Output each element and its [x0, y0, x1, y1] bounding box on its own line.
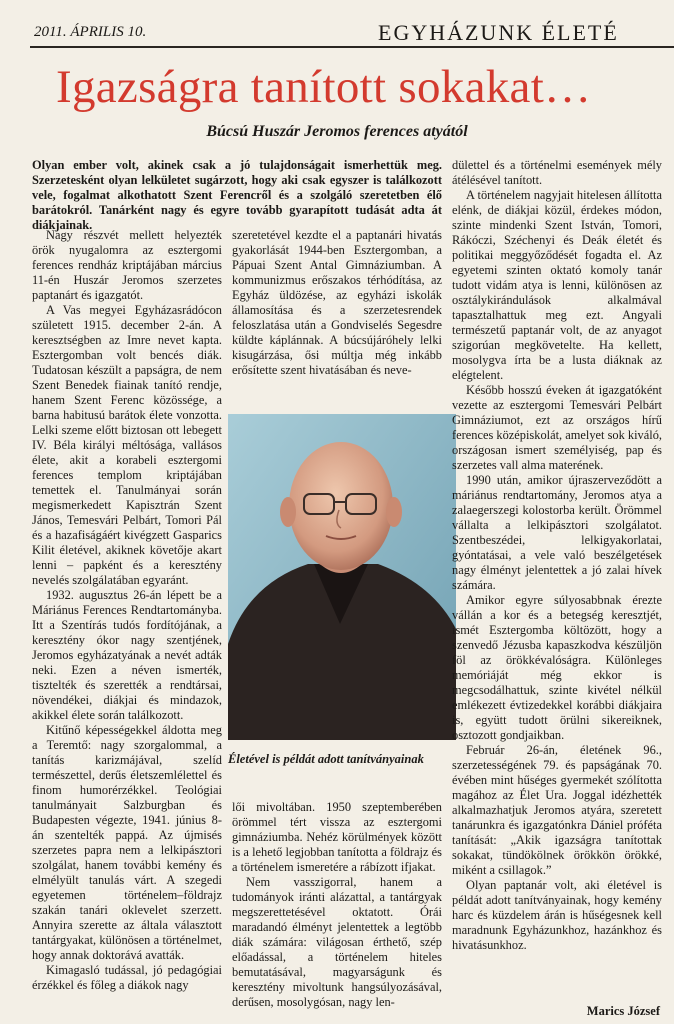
portrait-image: [228, 414, 456, 740]
paragraph: A történelem nagyjait hitelesen állította elénk, de diákjai közül, érdekes módon, szinte mindenki Szent István, Tomori, Rákóczi, Széchenyi és Deák életét és politikai meggyőződését fogadta el. Az egyetemi szinten oktató komoly tanár tudott vidám atya is lenni, különösen az osztálykirándulások alkalmával tapasztalhattuk meg ezt. Angyali természetű paptanár volt, de az anyagot szigorúan megkövetelte. Ha kellett, mosolygva írta be a lusta diáknak az elégtelent.: [452, 188, 662, 382]
paragraph: szeretetével kezdte el a paptanári hivatás gyakorlását 1944-ben Esztergomban, a Pápuai Szent Antal Gimnáziumban. A kommunizmus erőszakos térhódítása, az Egyház üldözése, az egyházi iskolák államosítása és a szerzetesrendek feloszlatása után a Gondviselés Segesdre küldte káplánnak. A búcsújáróhely lelki kisugárzása, ősi múltja még inkább erősítette szent hivatásában és neve-: [232, 228, 442, 377]
paragraph: Február 26-án, életének 96., szerzetességének 79. és papságának 70. évében mint hűséges gyermekét szólította magához az Élet Ura. Joggal idézhették alkalmazhatjuk Jeromos atyára, szeretett tanárunkra és igazgatónkra Dániel próféta tanítását: „Akik igazságra tanítottak sokakat, tündökölnek örökkön örökké, miként a csillagok.”: [452, 743, 662, 877]
paragraph: lői mivoltában. 1950 szeptemberében örömmel tért vissza az esztergomi gimnáziumba. Nehéz körülmények között is a lehető legjobban tanította a földrajz és a történelem ismeretére a rábízott ifjakat.: [232, 800, 442, 874]
article-headline: Igazságra tanított sokakat…: [56, 61, 592, 113]
issue-date: 2011. ÁPRILIS 10.: [34, 24, 147, 40]
section-title: EGYHÁZUNK ÉLETÉ: [378, 20, 619, 45]
paragraph: A Vas megyei Egyházasrádócon született 1915. december 2-án. A keresztségben az Imre nevet kapta. Esztergomban volt bencés diák. Tudatosan készült a papságra, de nem Szent Benedek fiainak tanító rendje, hanem Szent Ferenc közössége, a barna habitusú barátok élete vonzotta. Lelki szeme előtt biztosan ott lebegett IV. Béla királyi méltósága, vallásos élete, akit a korabeli esztergomi ferences templom kriptájában temettek el. Tanulmányai során megismerkedett Kapisztrán Szent János, Temesvári Pelbárt, Tomori Pál és a hazafiságáért kivégzett Gasparics Kilit életével, akiknek követője akart lenni – papként és a keresztény nevelés szolgálatában egyaránt.: [32, 303, 222, 587]
photo-caption: Életével is példát adott tanítványainak: [228, 752, 424, 766]
paragraph: Nagy részvét mellett helyezték örök nyugalomra az esztergomi ferences rendház kriptájában március 11-én Huszár Jeromos szerzetes paptanárt és igazgatót.: [32, 228, 222, 302]
article-column-2-bottom: [232, 800, 442, 1024]
article-column-3: [452, 158, 662, 1014]
paragraph: Kimagasló tudással, jó pedagógiai érzékkel és főleg a diákok nagy: [32, 963, 222, 992]
article-author: Marics József: [586, 1004, 660, 1018]
article-lead: Olyan ember volt, akinek csak a jó tulajdonságait ismerhettük meg. Szerzetesként olyan lelkületet sugárzott, hogy aki csak egyszer is találkozott vele, fogalmat alkothatott Szent Ferencről és a szolgáló szeretetben élő barátokról. Tanárként nagy és egyre tovább gyarapított tudását adta át diákjainak.: [32, 158, 442, 232]
header-rule: [30, 46, 674, 48]
article-column-1: [32, 228, 222, 1024]
paragraph: Nem vasszigorral, hanem a tudományok iránti alázattal, a tantárgyak megszerettetésével oktatott. Órái maradandó élményt jelentettek a legtöbb diák számára: világosan érthető, szép előadással, a történelem hiteles bemutatásával, magyarságunk és keresztény mivoltunk hangsúlyozásával, derűsen, mosolygósan, nagy len-: [232, 875, 442, 1009]
paragraph: Amikor egyre súlyosabbnak érezte vállán a kor és a betegség keresztjét, ismét Esztergomba költözött, hogy a szenvedő Jézusba kapaszkodva készüljön föl az örökkévalóságra. Különleges memóriáját még ekkor is megcsodálhattuk, szinte kivétel nélkül emlékezett évtizedekkel korábbi diákjaira is, együtt tudott örülni sikereiknek, osztozott gondjaikban.: [452, 593, 662, 742]
article-column-2-top: [232, 228, 442, 408]
paragraph: Olyan paptanár volt, aki életével is példát adott tanítványainak, hogy kemény harc és küzdelem árán is hűségesnek kell maradnunk Egyházunkhoz, hazánkhoz és hivatásunkhoz.: [452, 878, 662, 952]
paragraph: 1990 után, amikor újraszerveződött a máriánus rendtartomány, Jeromos atya a zalaegerszegi kolostorba került. Örömmel vállalta a lelkipásztori szolgálatot. Szentbeszédei, lelkigyakorlatai, gyóntatásai, a vele való beszélgetések nagy élményt jelentettek a jó zalai hívek számára.: [452, 473, 662, 592]
paragraph: dülettel és a történelmi események mély átélésével tanított.: [452, 158, 662, 187]
paragraph: Kitűnő képességekkel áldotta meg a Teremtő: nagy szorgalommal, a tanítás karizmájával, szelíd természettel, derűs életszemlélettel és finom humorérzékkel. Teológiai tanulmányait Salzburgban és Budapesten végezte, 1941. június 8-án szentelték pappá. Az újmisés szerzetes papra nem a lelkipásztori szolgálat, hanem további kemény és elmélyült tanulás várt. A szegedi egyetemen történelem–földrajz szakán tanári oklevelet szerzett. Annyira szerette az általa választott tantárgyakat, különösen a történelmet, hogy annak doktorává avatták.: [32, 723, 222, 962]
paragraph: 1932. augusztus 26-án lépett be a Máriánus Ferences Rendtartományba. Itt a Szentírás tudós fordítójának, a keresztény ókor nagy szentjének, Jeromos egyházatyának a nevét adták neki. Ezen a néven ismerték, tisztelték és szerették a rendtársai, növendékei, diákjai és mindazok, akikkel élete során találkozott.: [32, 588, 222, 722]
paragraph: Később hosszú éveken át igazgatóként vezette az esztergomi Temesvári Pelbárt Gimnáziumot, ezt az országos hírű ferences középiskolát, amelyet sok kiváló, országosan ismert személyiség, pap és szerzetes vall alma materének.: [452, 383, 662, 472]
portrait-photo: [228, 414, 456, 740]
article-subtitle: Búcsú Huszár Jeromos ferences atyától: [206, 123, 468, 140]
